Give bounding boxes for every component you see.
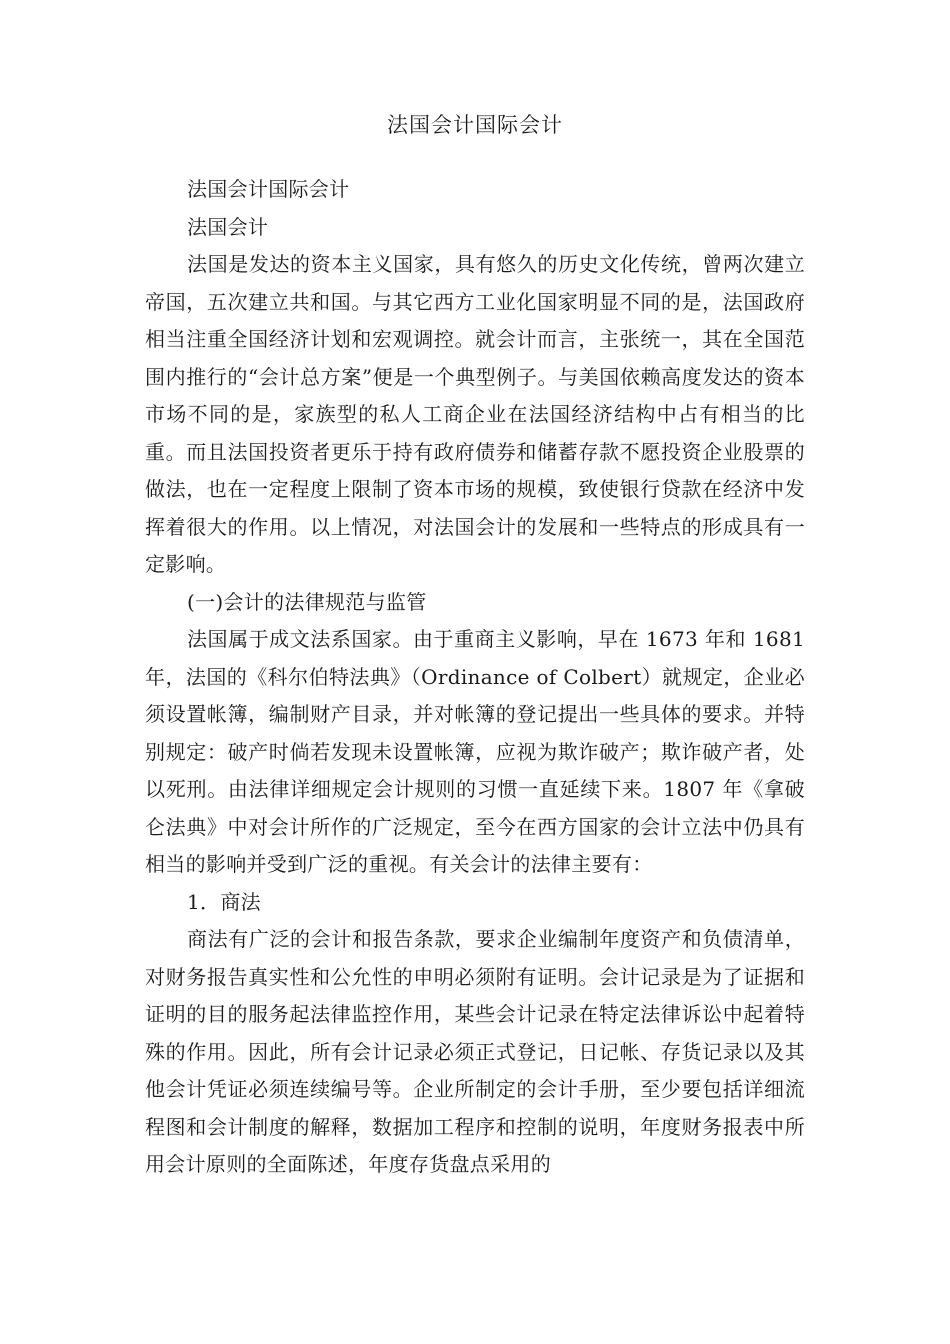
list-heading: 1．商法 [187, 889, 261, 914]
paragraph: 商法有广泛的会计和报告条款，要求企业编制年度资产和负债清单，对财务报告真实性和公允性的申明必须附有证明。会计记录是为了证据和证明的目的服务起法律监控作用，某些会计记录在特定法律诉讼中起着特殊的作用。因此，所有会计记录必须正式登记，日记帐、存货记录以及其他会计凭证必须连续编号等。企业所制定的会计手册，至少要包括详细流程图和会计制度的解释，数据加工程序和控制的说明，年度财务报表中所用会计原则的全面陈述，年度存货盘点采用的 [145, 927, 805, 1176]
document-title: 法国会计国际会计 [387, 113, 563, 137]
document-body [145, 171, 805, 1184]
subsection-heading: (一)会计的法律规范与监管 [187, 589, 427, 614]
heading-line: 法国会计国际会计 [187, 177, 350, 201]
paragraph: 法国属于成文法系国家。由于重商主义影响，早在 1673 年和 1681 年，法国的《科尔伯特法典》（Ordinance of Colbert）就规定，企业必须设置帐簿，编制财产目录，并对帐簿的登记提出一些具体的要求。并特别规定：破产时倘若发现未设置帐簿，应视为欺诈破产；欺诈破产者，处以死刑。由法律详细规定会计规则的习惯一直延续下来。1807 年《拿破仑法典》中对会计所作的广泛规定，至今在西方国家的会计立法中仍具有相当的影响并受到广泛的重视。有关会计的法律主要有： [145, 627, 805, 876]
section-heading: 法国会计 [187, 214, 269, 239]
paragraph: 法国是发达的资本主义国家，具有悠久的历史文化传统，曾两次建立帝国，五次建立共和国。与其它西方工业化国家明显不同的是，法国政府相当注重全国经济计划和宏观调控。就会计而言，主张统一，其在全国范围内推行的“会计总方案”便是一个典型例子。与美国依赖高度发达的资本市场不同的是，家族型的私人工商企业在法国经济结构中占有相当的比重。而且法国投资者更乐于持有政府债券和储蓄存款不愿投资企业股票的做法，也在一定程度上限制了资本市场的规模，致使银行贷款在经济中发挥着很大的作用。以上情况，对法国会计的发展和一些特点的形成具有一定影响。 [145, 252, 805, 576]
